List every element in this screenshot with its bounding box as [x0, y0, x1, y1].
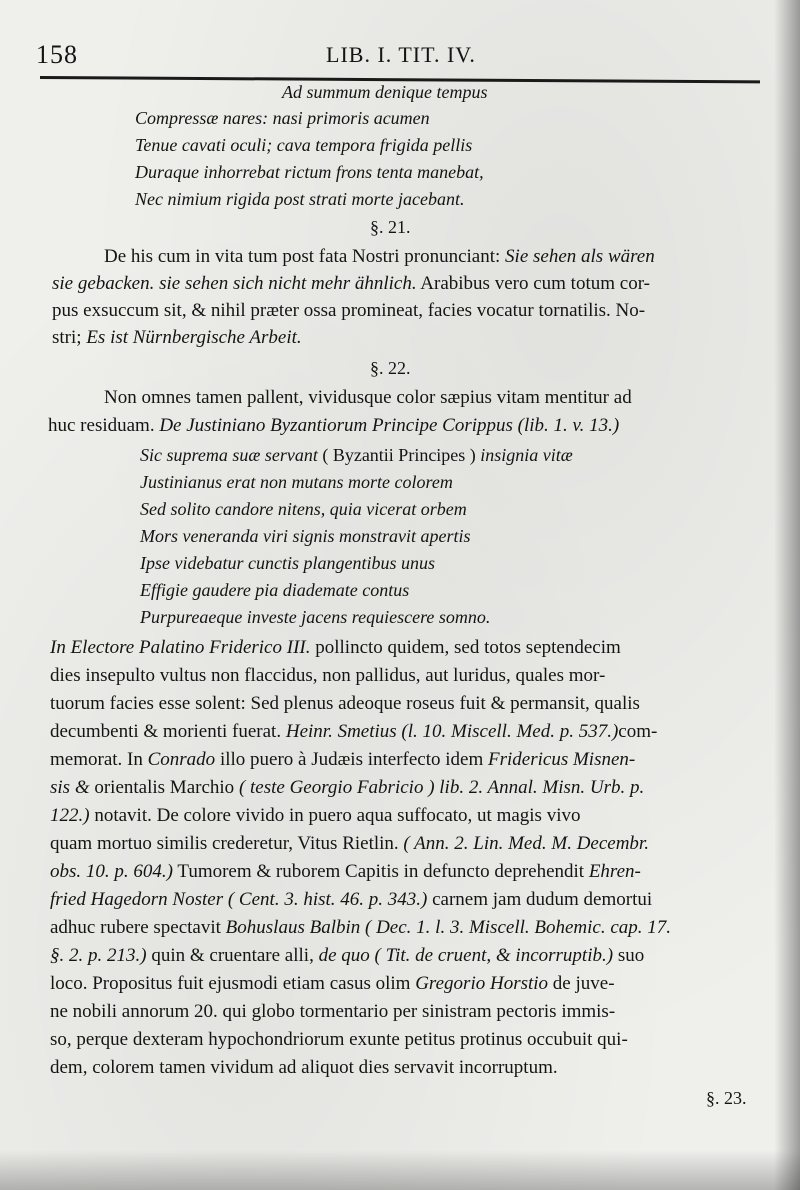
paragraph-line: adhuc rubere spectavit Bohuslaus Balbin ( Dec. 1. l. 3. Miscell. Bohemic. cap. 17. [50, 917, 672, 938]
verse-line: Sic suprema suæ servant ( Byzantii Principes ) insignia vitæ [140, 445, 573, 465]
catchword: §. 23. [706, 1088, 747, 1108]
verse-line: Ad summum denique tempus [282, 82, 488, 102]
paragraph-line: sis & orientalis Marchio ( teste Georgio Fabricio ) lib. 2. Annal. Misn. Urb. p. [50, 777, 645, 798]
verse-line: Effigie gaudere pia diademate contus [140, 580, 410, 600]
paragraph-line: Non omnes tamen pallent, vividusque color sæpius vitam mentitur ad [104, 387, 632, 408]
paragraph-line: §. 2. p. 213.) quin & cruentare alli, de quo ( Tit. de cruent, & incorruptib.) suo [50, 945, 645, 966]
paragraph-line: dies insepulto vultus non flaccidus, non pallidus, aut luridus, quales mor- [50, 665, 606, 686]
paragraph-line: sie gebacken. sie sehen sich nicht mehr ähnlich. Arabibus vero cum totum cor- [52, 273, 650, 294]
paragraph-line: quam mortuo similis crederetur, Vitus Rietlin. ( Ann. 2. Lin. Med. M. Decembr. [50, 833, 649, 854]
verse-line: Tenue cavati oculi; cava tempora frigida pellis [135, 135, 473, 155]
verse-line: Nec nimium rigida post strati morte jacebant. [135, 189, 465, 209]
running-head: LIB. I. TIT. IV. [326, 42, 476, 67]
verse-line: Mors veneranda viri signis monstravit apertis [140, 526, 471, 546]
paragraph-line: loco. Propositus fuit ejusmodi etiam casus olim Gregorio Horstio de juve- [50, 973, 615, 994]
paragraph-line: stri; Es ist Nürnbergische Arbeit. [52, 327, 302, 348]
paragraph-line: memorat. In Conrado illo puero à Judæis interfecto idem Fridericus Misnen- [50, 749, 636, 770]
section-heading: §. 21. [370, 217, 411, 237]
verse-line: Justinianus erat non mutans morte colorem [140, 472, 453, 492]
paragraph-line: dem, colorem tamen vividum ad aliquot dies servavit incorruptum. [50, 1057, 558, 1078]
paragraph-line: 122.) notavit. De colore vivido in puero aqua suffocato, ut magis vivo [50, 805, 581, 826]
page-bottom-shadow [0, 1150, 800, 1190]
verse-line: Duraque inhorrebat rictum frons tenta manebat, [135, 162, 484, 182]
paragraph-line: tuorum facies esse solent: Sed plenus adeoque roseus fuit & permansit, qualis [50, 693, 640, 714]
section-heading: §. 22. [370, 358, 411, 378]
paragraph-line: ne nobili annorum 20. qui globo tormentario per sinistram pectoris immis- [50, 1001, 616, 1022]
page-number: 158 [36, 40, 78, 69]
paragraph-line: fried Hagedorn Noster ( Cent. 3. hist. 46. p. 343.) carnem jam dudum demortui [50, 889, 653, 910]
verse-line: Sed solito candore nitens, quia vicerat orbem [140, 499, 467, 519]
paragraph-line: huc residuam. De Justiniano Byzantiorum Principe Corippus (lib. 1. v. 13.) [48, 415, 620, 436]
paragraph-line: obs. 10. p. 604.) Tumorem & ruborem Capitis in defuncto deprehendit Ehren- [50, 861, 641, 882]
page-header [36, 40, 770, 80]
verse-line: Purpureaeque investe jacens requiescere somno. [140, 607, 491, 627]
paragraph-line: In Electore Palatino Friderico III. pollincto quidem, sed totos septendecim [50, 637, 621, 658]
paragraph-line: so, perque dexteram hypochondriorum exunte petitus protinus occubuit qui- [50, 1029, 628, 1050]
verse-line: Ipse videbatur cunctis plangentibus unus [140, 553, 435, 573]
paragraph-line: decumbenti & morienti fuerat. Heinr. Smetius (l. 10. Miscell. Med. p. 537.)com- [50, 721, 658, 742]
paragraph-line: pus exsuccum sit, & nihil præter ossa promineat, facies vocatur tornatilis. No- [52, 300, 646, 321]
paragraph-line: De his cum in vita tum post fata Nostri pronunciant: Sie sehen als wären [104, 246, 655, 267]
page-edge-shadow [774, 0, 800, 1190]
verse-line: Compressæ nares: nasi primoris acumen [135, 108, 430, 128]
